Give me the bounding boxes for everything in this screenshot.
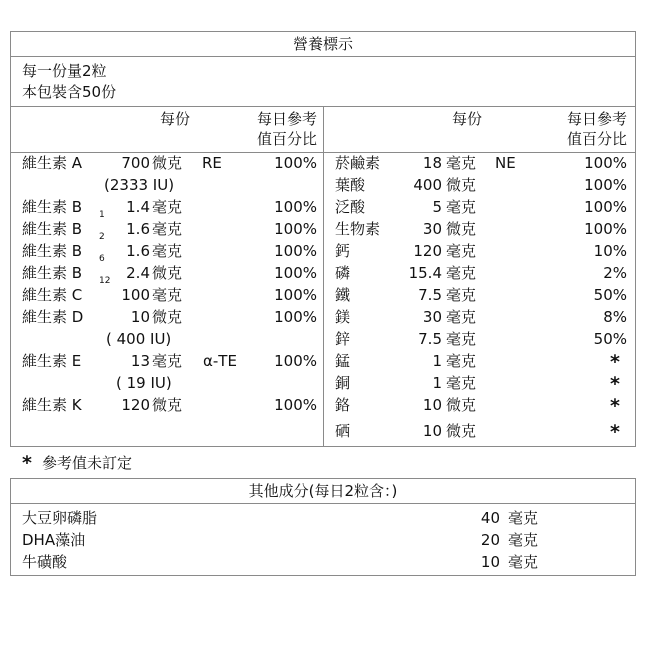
nutrient-name: 維生素 C bbox=[22, 286, 83, 304]
nutrient-unit: 毫克 bbox=[152, 220, 183, 238]
left-dv-header-line1: 每日參考 bbox=[256, 110, 317, 128]
nutrient-unit: 微克 bbox=[446, 422, 477, 440]
nutrient-amount: 18 bbox=[422, 154, 442, 172]
nutrient-subscript: 12 bbox=[99, 276, 111, 286]
ingredient-name: 大豆卵磷脂 bbox=[22, 509, 98, 527]
nutrient-subscript: 1 bbox=[99, 210, 105, 220]
nutrient-dv: 50% bbox=[593, 286, 627, 304]
nutrient-dv: 100% bbox=[274, 264, 317, 282]
nutrient-tag: RE bbox=[202, 154, 222, 172]
nutrient-amount: 15.4 bbox=[408, 264, 442, 282]
asterisk-icon: * bbox=[610, 395, 620, 417]
footnote-text: 參考值未訂定 bbox=[42, 454, 133, 472]
ingredient-amount: 40 bbox=[480, 509, 500, 527]
other-title-divider bbox=[10, 503, 636, 504]
nutrient-dv: 100% bbox=[584, 198, 627, 216]
nutrient-amount: 10 bbox=[422, 422, 442, 440]
nutrient-dv: 10% bbox=[593, 242, 627, 260]
nutrient-unit: 毫克 bbox=[152, 352, 183, 370]
ingredient-unit: 毫克 bbox=[508, 531, 539, 549]
nutrient-amount: 100 bbox=[121, 286, 150, 304]
left-per-serving-header: 每份 bbox=[159, 110, 190, 128]
ingredient-unit: 毫克 bbox=[508, 553, 539, 571]
nutrient-name: 鉻 bbox=[335, 396, 351, 414]
nutrient-name: 維生素 K bbox=[22, 396, 82, 414]
nutrient-name: 磷 bbox=[335, 264, 351, 282]
nutrient-amount: 1 bbox=[432, 352, 442, 370]
nutrient-dv: 100% bbox=[274, 352, 317, 370]
nutrient-dv: 100% bbox=[584, 154, 627, 172]
nutrient-amount: 400 bbox=[413, 176, 442, 194]
nutrient-name: 錳 bbox=[335, 352, 351, 370]
nutrient-name: 葉酸 bbox=[335, 176, 366, 194]
nutrient-amount: 1 bbox=[432, 374, 442, 392]
nutrient-unit: 微克 bbox=[446, 220, 477, 238]
title-divider bbox=[10, 56, 636, 57]
nutrient-amount: ( 19 IU) bbox=[116, 374, 172, 392]
nutrient-dv: 100% bbox=[274, 286, 317, 304]
serving-size: 每一份量2粒 bbox=[22, 62, 107, 80]
nutrient-tag: α-TE bbox=[203, 352, 237, 370]
nutrient-name: 泛酸 bbox=[335, 198, 366, 216]
right-dv-header-line2: 值百分比 bbox=[566, 130, 627, 148]
nutrient-dv: 100% bbox=[584, 176, 627, 194]
nutrient-unit: 毫克 bbox=[446, 352, 477, 370]
nutrient-amount: (2333 IU) bbox=[104, 176, 175, 194]
nutrient-unit: 微克 bbox=[152, 396, 183, 414]
other-ingredients-title: 其他成分(每日2粒含：) bbox=[248, 482, 398, 500]
nutrient-amount: 1.6 bbox=[126, 220, 150, 238]
nutrient-dv: 100% bbox=[274, 308, 317, 326]
nutrient-name: 維生素 B bbox=[22, 198, 83, 216]
nutrient-name: 維生素 E bbox=[22, 352, 82, 370]
nutrient-name: 維生素 B bbox=[22, 220, 83, 238]
nutrient-dv: 100% bbox=[274, 242, 317, 260]
ingredient-amount: 10 bbox=[480, 553, 500, 571]
nutrient-amount: 13 bbox=[130, 352, 150, 370]
asterisk-icon: * bbox=[610, 351, 620, 373]
nutrient-amount: 1.6 bbox=[126, 242, 150, 260]
nutrient-subscript: 6 bbox=[99, 254, 105, 264]
nutrient-unit: 毫克 bbox=[446, 198, 477, 216]
nutrient-unit: 毫克 bbox=[446, 264, 477, 282]
nutrient-unit: 毫克 bbox=[152, 198, 183, 216]
nutrient-unit: 微克 bbox=[152, 154, 183, 172]
nutrient-name: 維生素 B bbox=[22, 264, 83, 282]
nutrient-amount: 10 bbox=[130, 308, 150, 326]
nutrient-amount: ( 400 IU) bbox=[106, 330, 172, 348]
left-dv-header-line2: 值百分比 bbox=[256, 130, 317, 148]
nutrient-amount: 7.5 bbox=[418, 286, 442, 304]
nutrient-amount: 7.5 bbox=[418, 330, 442, 348]
nutrient-dv: 100% bbox=[274, 198, 317, 216]
nutrient-amount: 1.4 bbox=[126, 198, 150, 216]
nutrient-amount: 2.4 bbox=[126, 264, 150, 282]
servings-per-package: 本包裝含50份 bbox=[22, 83, 117, 101]
nutrient-unit: 毫克 bbox=[446, 374, 477, 392]
ingredient-name: DHA藻油 bbox=[22, 531, 86, 549]
nutrient-name: 維生素 A bbox=[22, 154, 83, 172]
nutrient-dv: 100% bbox=[274, 154, 317, 172]
column-divider bbox=[323, 106, 324, 447]
footnote-asterisk-icon: * bbox=[22, 452, 32, 474]
nutrient-dv: 100% bbox=[274, 220, 317, 238]
right-dv-header-line1: 每日參考 bbox=[566, 110, 627, 128]
nutrient-tag: NE bbox=[495, 154, 516, 172]
nutrient-unit: 微克 bbox=[152, 308, 183, 326]
nutrient-name: 銅 bbox=[335, 374, 351, 392]
nutrient-dv: 2% bbox=[603, 264, 627, 282]
nutrient-name: 鈣 bbox=[335, 242, 351, 260]
asterisk-icon: * bbox=[610, 373, 620, 395]
nutrient-unit: 毫克 bbox=[446, 330, 477, 348]
nutrient-name: 維生素 B bbox=[22, 242, 83, 260]
nutrient-name: 硒 bbox=[335, 422, 351, 440]
asterisk-icon: * bbox=[610, 421, 620, 443]
nutrient-name: 維生素 D bbox=[22, 308, 84, 326]
nutrient-unit: 毫克 bbox=[446, 308, 477, 326]
nutrient-dv: 100% bbox=[584, 220, 627, 238]
nutrient-name: 鐵 bbox=[335, 286, 351, 304]
nutrient-dv: 100% bbox=[274, 396, 317, 414]
ingredient-unit: 毫克 bbox=[508, 509, 539, 527]
nutrient-unit: 微克 bbox=[446, 176, 477, 194]
page-title: 營養標示 bbox=[292, 35, 353, 53]
nutrient-unit: 毫克 bbox=[446, 242, 477, 260]
nutrient-unit: 毫克 bbox=[152, 286, 183, 304]
nutrient-amount: 120 bbox=[413, 242, 442, 260]
nutrient-name: 生物素 bbox=[335, 220, 381, 238]
right-per-serving-header: 每份 bbox=[451, 110, 482, 128]
nutrient-dv: 50% bbox=[593, 330, 627, 348]
nutrient-amount: 30 bbox=[422, 308, 442, 326]
nutrient-unit: 毫克 bbox=[446, 154, 477, 172]
nutrient-amount: 700 bbox=[121, 154, 150, 172]
nutrient-unit: 微克 bbox=[152, 264, 183, 282]
nutrient-subscript: 2 bbox=[99, 232, 105, 242]
nutrient-amount: 30 bbox=[422, 220, 442, 238]
nutrient-name: 鎂 bbox=[335, 308, 351, 326]
ingredient-name: 牛磺酸 bbox=[22, 553, 68, 571]
ingredient-amount: 20 bbox=[480, 531, 500, 549]
nutrient-amount: 10 bbox=[422, 396, 442, 414]
nutrient-dv: 8% bbox=[603, 308, 627, 326]
nutrient-amount: 120 bbox=[121, 396, 150, 414]
nutrient-amount: 5 bbox=[432, 198, 442, 216]
nutrient-unit: 微克 bbox=[446, 396, 477, 414]
nutrient-unit: 毫克 bbox=[152, 242, 183, 260]
nutrient-unit: 毫克 bbox=[446, 286, 477, 304]
nutrient-name: 鋅 bbox=[335, 330, 351, 348]
nutrient-name: 菸鹼素 bbox=[335, 154, 381, 172]
